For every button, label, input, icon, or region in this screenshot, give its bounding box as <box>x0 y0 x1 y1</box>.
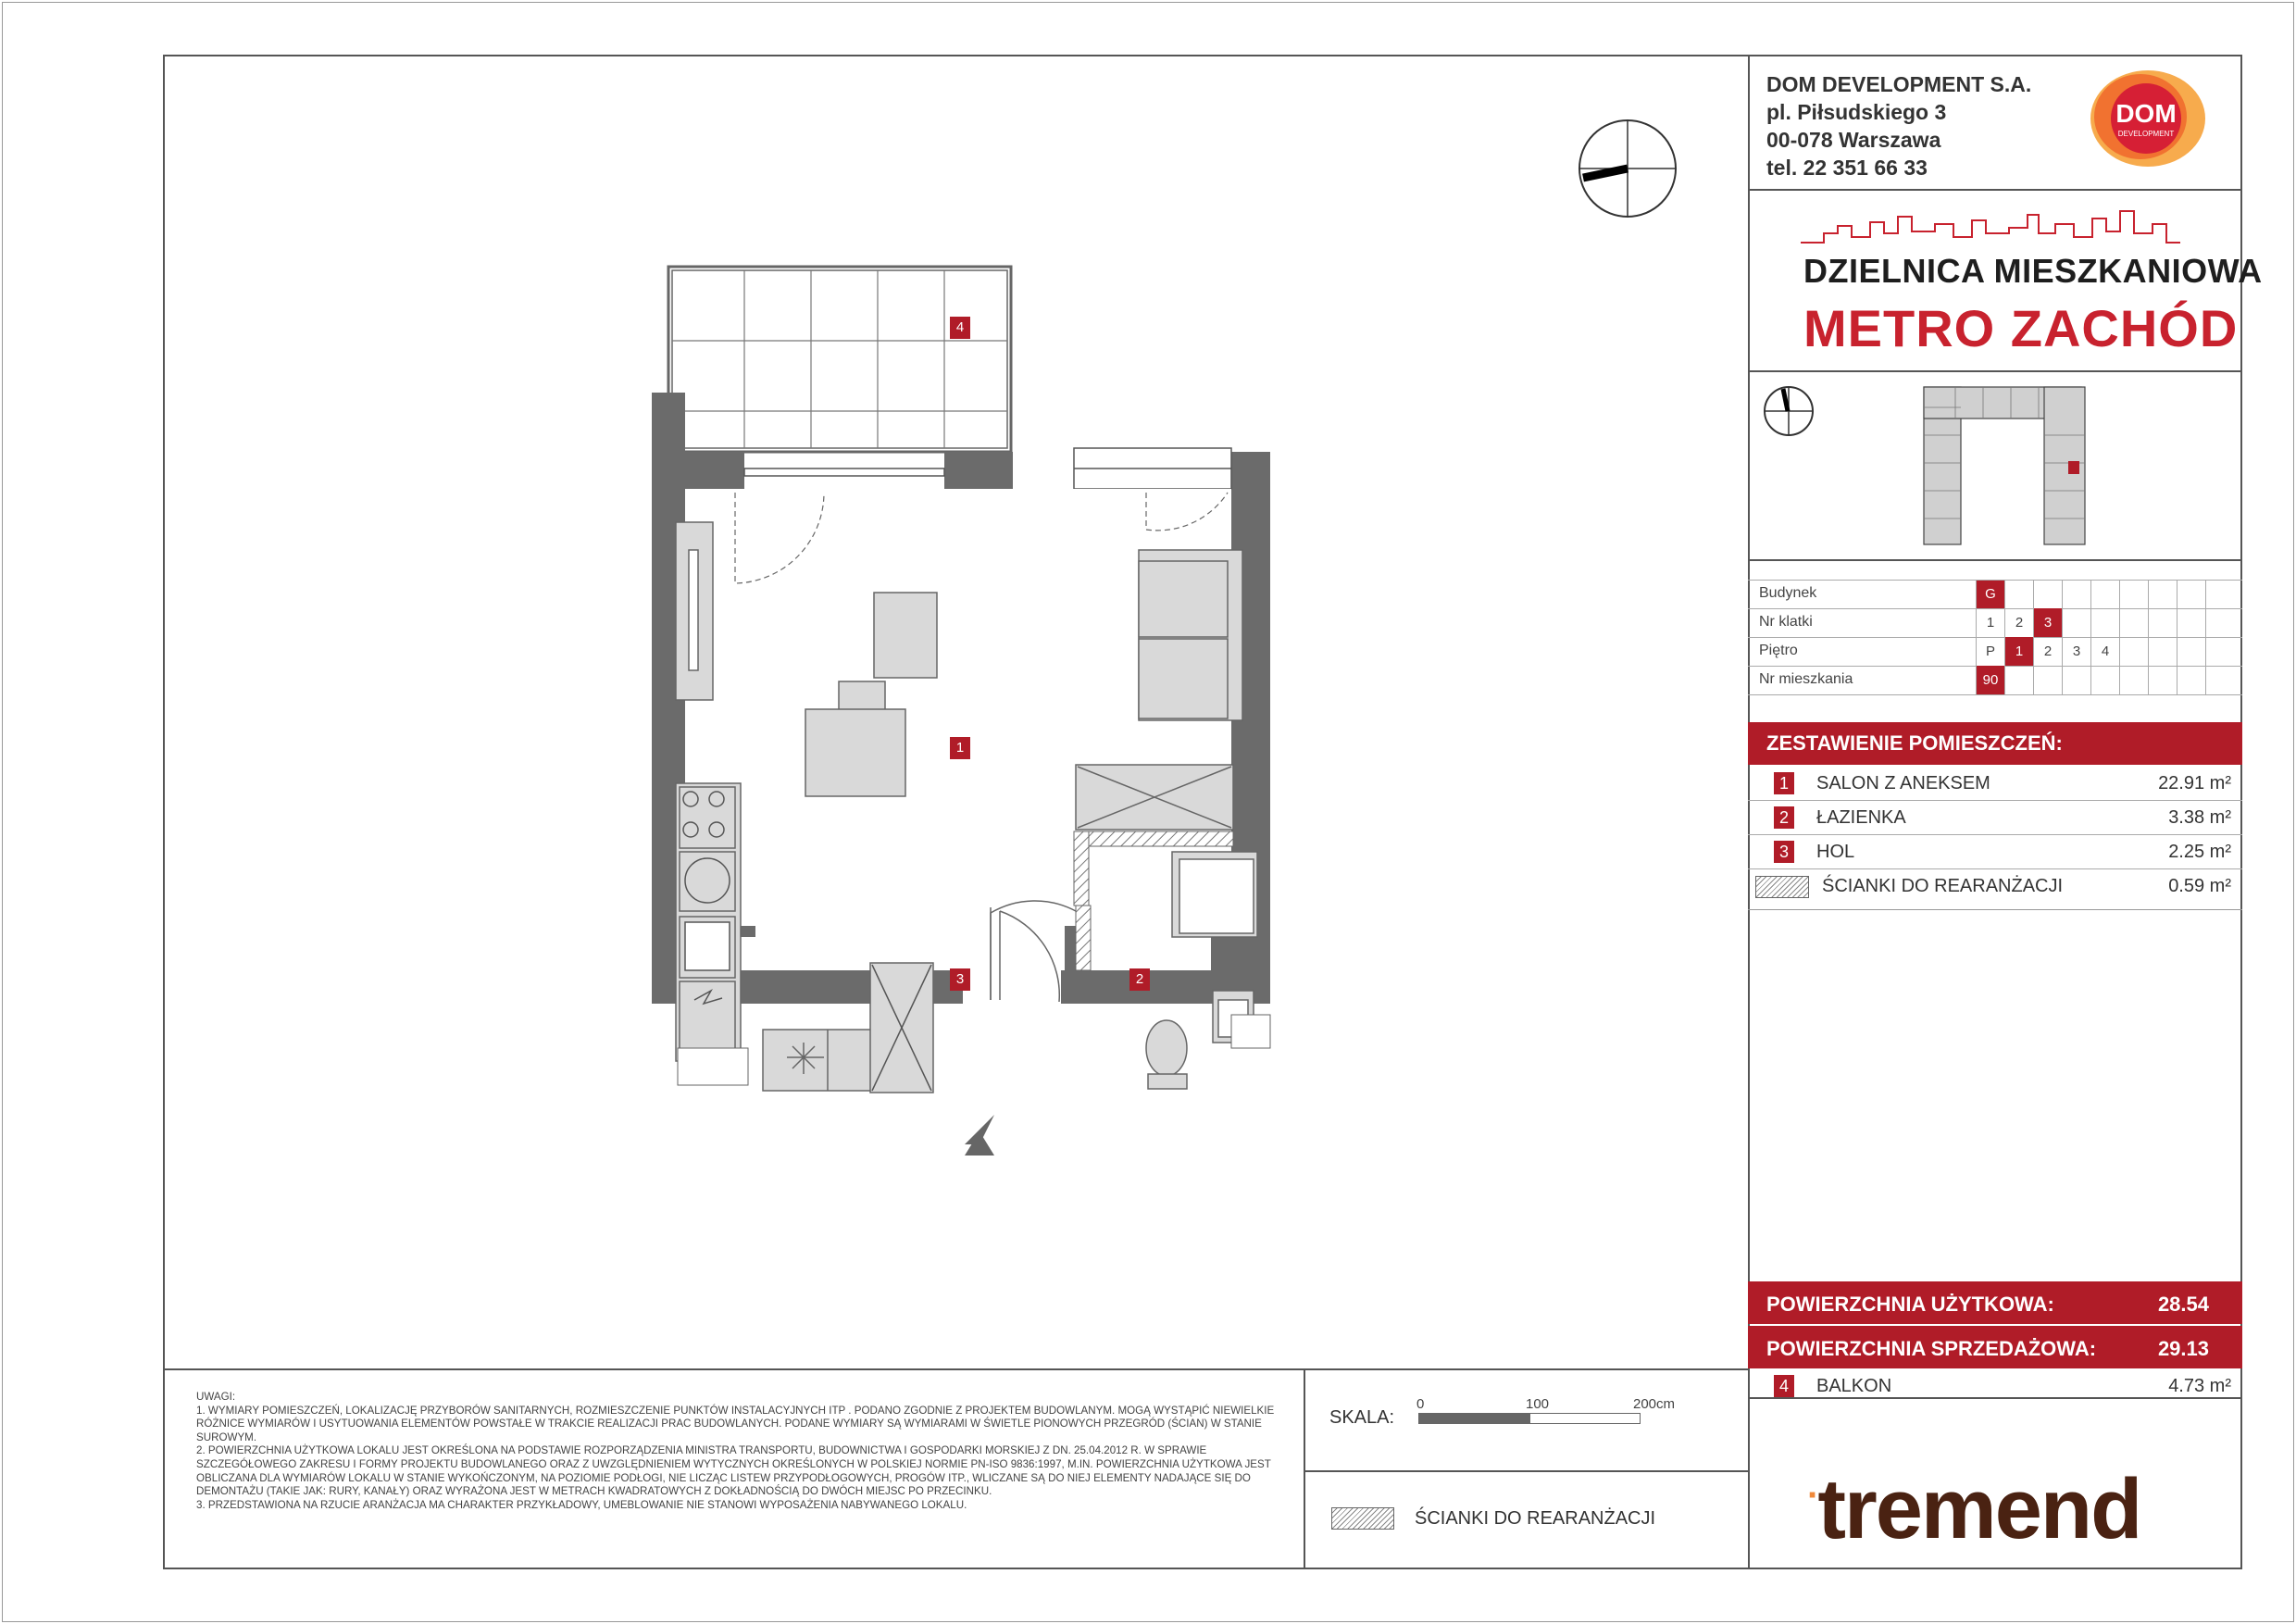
grid-cell: 90 <box>1976 666 2004 694</box>
note-1: 1. WYMIARY POMIESZCZEŃ, LOKALIZACJĘ PRZYBORÓW SANITARNYCH, ROZMIESZCZENIE PUNKTÓW INSTALACYJNYCH ITP . PODANO ZGODNIE Z PROJEKTEM BUDOWLANYM. MOGĄ WYSTĄPIĆ NIEWIELKIE RÓŻNICE WYMIARÓW I USYTUOWANIA ELEMENTÓW POWSTAŁE W TRAKCIE REALIZACJI PRAC BUDOWLANYCH. PODANE WYMIARY SĄ WYMIARAMI W ŚWIETLE PIONOWYCH PRZEGRÓD (ŚCIAN) W STANIE SUROWYM. <box>196 1404 1275 1443</box>
room-num: 2 <box>1774 806 1794 829</box>
grid-cell <box>2177 637 2205 666</box>
grid-cell <box>2033 666 2062 694</box>
grid-cell <box>2119 608 2148 637</box>
scale-tick-100: 100 <box>1526 1396 1550 1412</box>
logo-text-top: DOM <box>2115 99 2177 128</box>
room-row <box>1748 835 2242 869</box>
compass-mini-icon <box>1761 383 1816 443</box>
floor-plan <box>639 259 1305 1167</box>
grid-row-label: Nr mieszkania <box>1759 671 1853 687</box>
dom-logo <box>2083 67 2209 170</box>
room-tag-3: 3 <box>950 968 970 991</box>
usable-value: 28.54 <box>2157 1293 2209 1316</box>
rooms-list <box>1748 767 2242 869</box>
divider <box>1748 1397 2242 1399</box>
hatch-swatch-icon <box>1755 876 1809 898</box>
location-grid <box>1748 580 2242 698</box>
grid-cell <box>2205 608 2234 637</box>
divider <box>1748 909 2242 910</box>
grid-cell <box>2205 666 2234 694</box>
project-line1: DZIELNICA MIESZKANIOWA <box>1803 252 2263 290</box>
scale-bar <box>1418 1413 1641 1424</box>
footer-col-divider <box>1304 1368 1305 1569</box>
room-name: ŁAZIENKA <box>1816 807 1906 828</box>
grid-cell <box>2148 580 2177 608</box>
grid-cell <box>2090 666 2119 694</box>
grid-cell: G <box>1976 580 2004 608</box>
grid-cell <box>2119 580 2148 608</box>
footer-row-divider <box>1304 1470 1750 1472</box>
room-area: 3.38 m² <box>2168 807 2231 828</box>
grid-cell <box>2119 666 2148 694</box>
compass-icon <box>1576 117 1679 225</box>
grid-cell <box>2004 580 2033 608</box>
divider <box>1748 189 2242 191</box>
legend-label: ŚCIANKI DO REARANŻACJI <box>1415 1508 1656 1529</box>
sales-area-bar <box>1748 1326 2242 1368</box>
usable-label: POWIERZCHNIA UŻYTKOWA: <box>1766 1293 2054 1316</box>
key-plan <box>1918 380 2094 546</box>
sales-label: POWIERZCHNIA SPRZEDAŻOWA: <box>1766 1337 2097 1360</box>
room-tag-2: 2 <box>1129 968 1150 991</box>
grid-cell: 3 <box>2062 637 2090 666</box>
divider <box>1748 370 2242 372</box>
room-num: 1 <box>1774 772 1794 794</box>
scale-label: SKALA: <box>1329 1407 1395 1428</box>
agency-logo: ·tremend <box>1807 1462 2141 1556</box>
grid-cell <box>2119 637 2148 666</box>
scale-tick-200: 200cm <box>1633 1396 1676 1412</box>
agency-name: tremend <box>1817 1462 2141 1556</box>
grid-cell <box>2062 666 2090 694</box>
grid-row-line <box>1748 694 2242 695</box>
grid-row-label: Piętro <box>1759 643 1798 658</box>
room-name: SALON Z ANEKSEM <box>1816 773 1990 793</box>
grid-row-label: Budynek <box>1759 585 1817 601</box>
balcony-num: 4 <box>1774 1375 1794 1397</box>
balcony-area: 4.73 m² <box>2168 1376 2231 1396</box>
grid-cell <box>2177 666 2205 694</box>
room-row <box>1748 801 2242 835</box>
grid-cell <box>2033 580 2062 608</box>
grid-cell <box>2148 637 2177 666</box>
grid-cell <box>2205 637 2234 666</box>
room-row <box>1748 767 2242 801</box>
sales-value: 29.13 <box>2157 1337 2209 1360</box>
rooms-header: ZESTAWIENIE POMIESZCZEŃ: <box>1748 722 2242 765</box>
company-name: DOM DEVELOPMENT S.A. <box>1766 72 2032 96</box>
logo-text-bottom: DEVELOPMENT <box>2117 130 2175 138</box>
room-num: 3 <box>1774 841 1794 863</box>
grid-cell <box>2062 580 2090 608</box>
company-phone: tel. 22 351 66 33 <box>1766 156 1928 180</box>
grid-row-label: Nr klatki <box>1759 614 1813 630</box>
skyline-icon <box>1796 206 2185 252</box>
room-area: 22.91 m² <box>2158 773 2231 793</box>
grid-cell <box>2004 666 2033 694</box>
project-line2: METRO ZACHÓD <box>1803 299 2239 357</box>
grid-cell: P <box>1976 637 2004 666</box>
note-2: 2. POWIERZCHNIA UŻYTKOWA LOKALU JEST OKREŚLONA NA PODSTAWIE ROZPORZĄDZENIA MINISTRA TRANSPORTU, BUDOWNICTWA I GOSPODARKI MORSKIEJ Z DN. 25.04.2012 R. W SPRAWIE SZCZEGÓŁOWEGO ZAKRESU I FORMY PROJEKTU BUDOWLANEGO ORAZ Z UWZGLĘDNIENIEM WYTYCZNYCH OKREŚLONYCH W POLSKIEJ NORMIE PN-ISO 9836:1997, M.IN. POWIERZCHNIA UŻYTKOWA JEST OBLICZANA DLA WYMIARÓW LOKALU W STANIE WYKOŃCZONYM, NA POZIOMIE PODŁOGI, NIE LICZĄC LISTEW PRZYPODŁOGOWYCH, PROGÓW ITP., WLICZANE SĄ DO NIEJ ELEMENTY NADAJĄCE SIĘ DO DEMONTAŻU (TAKIE JAK: RURY, KANAŁY) ORAZ WYRAŻONA JEST W METRACH KWADRATOWYCH Z DOKŁADNOŚCIĄ DO DWÓCH MIEJSC PO PRZECINKU. <box>196 1444 1271 1498</box>
balcony-name: BALKON <box>1816 1376 1892 1396</box>
grid-cell <box>2148 608 2177 637</box>
grid-cell: 2 <box>2004 608 2033 637</box>
grid-cell <box>2090 608 2119 637</box>
grid-cell: 1 <box>2004 637 2033 666</box>
room-tag-4: 4 <box>950 317 970 339</box>
grid-top-line <box>1748 580 2242 581</box>
balcony-row <box>1774 1375 1794 1397</box>
grid-cell <box>2090 580 2119 608</box>
notes <box>196 1391 1285 1512</box>
grid-cell <box>2148 666 2177 694</box>
partitions-area: 0.59 m² <box>2168 876 2231 896</box>
grid-cell <box>2177 580 2205 608</box>
balcony <box>668 267 1011 452</box>
grid-cell: 1 <box>1976 608 2004 637</box>
footer-divider <box>163 1368 1750 1370</box>
grid-cell: 3 <box>2033 608 2062 637</box>
partitions-name: ŚCIANKI DO REARANŻACJI <box>1822 876 2064 896</box>
grid-cell: 4 <box>2090 637 2119 666</box>
grid-cell: 2 <box>2033 637 2062 666</box>
grid-cell <box>2205 580 2234 608</box>
note-3: 3. PRZEDSTAWIONA NA RZUCIE ARANŻACJA MA CHARAKTER PRZYKŁADOWY, UMEBLOWANIE NIE STANOWI WYPOSAŻENIA NABYWANEGO LOKALU. <box>196 1498 967 1511</box>
company-city: 00-078 Warszawa <box>1766 128 1941 152</box>
room-name: HOL <box>1816 842 1855 862</box>
scale-tick-0: 0 <box>1416 1396 1425 1412</box>
room-tag-1: 1 <box>950 737 970 759</box>
notes-title: UWAGI: <box>196 1391 236 1403</box>
usable-area-bar <box>1748 1281 2242 1324</box>
grid-cell <box>2062 608 2090 637</box>
room-area: 2.25 m² <box>2168 842 2231 862</box>
company-address <box>1766 70 2031 181</box>
grid-cell <box>2177 608 2205 637</box>
company-street: pl. Piłsudskiego 3 <box>1766 100 1947 124</box>
divider <box>1748 559 2242 561</box>
legend-hatch-icon <box>1331 1507 1394 1530</box>
